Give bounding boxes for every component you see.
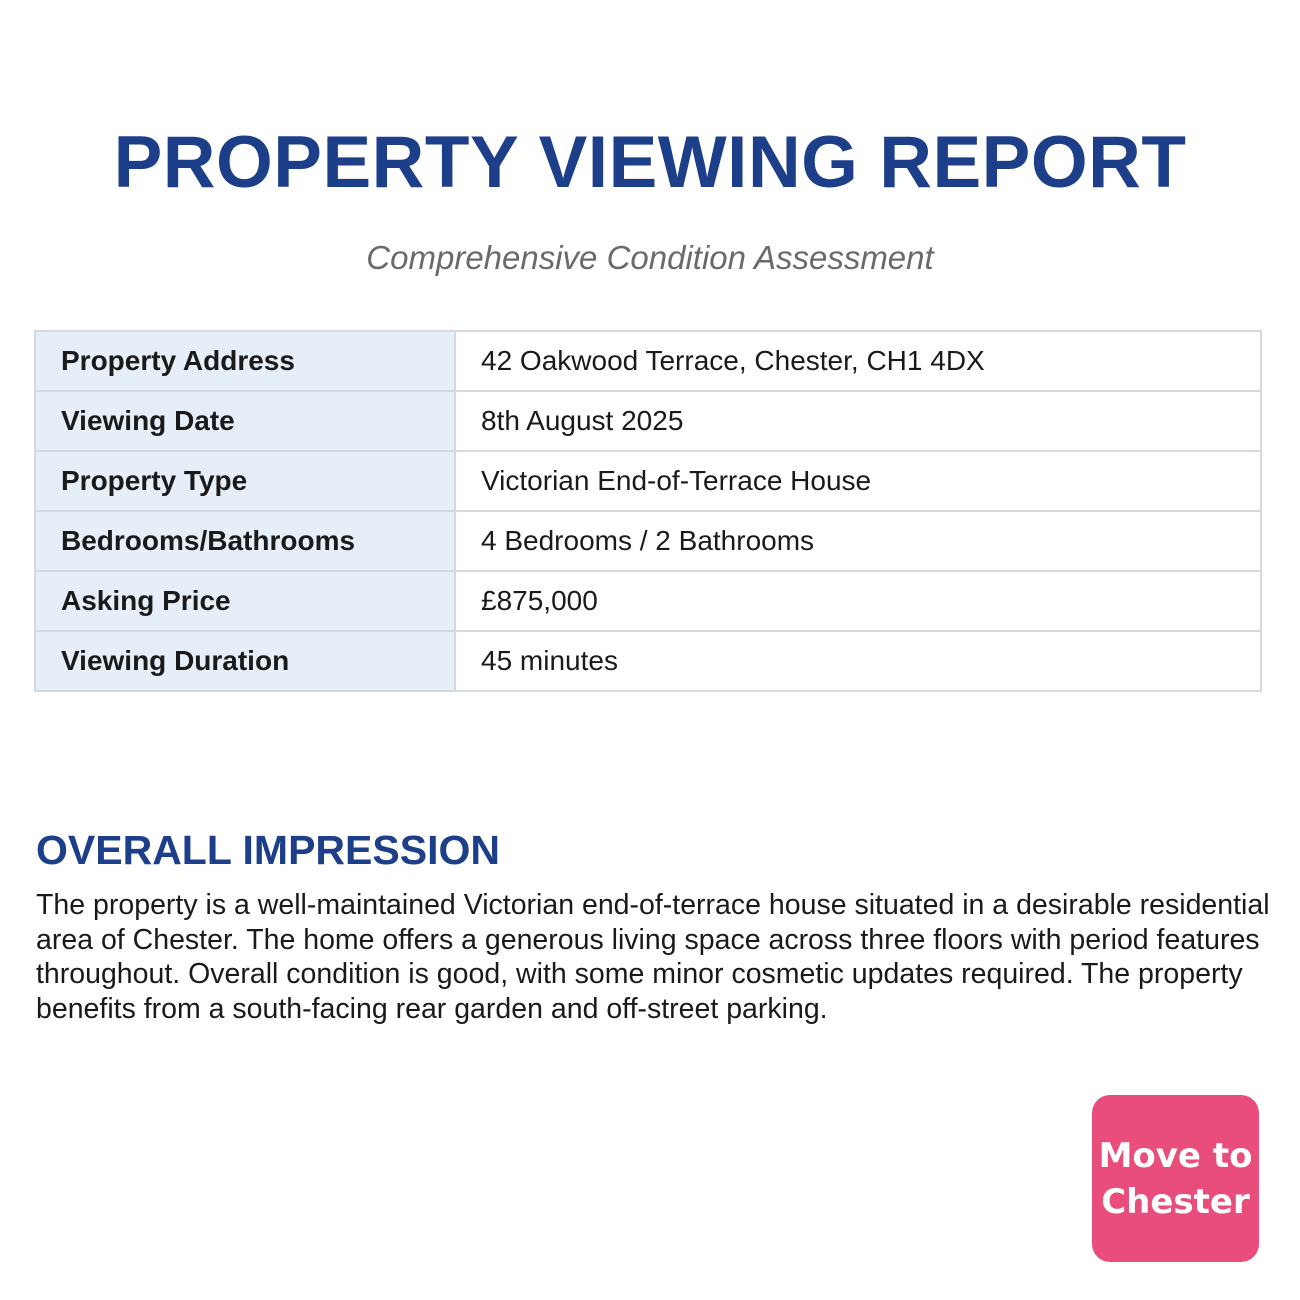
table-row — [35, 571, 1261, 631]
property-type-label: Property Type — [35, 451, 455, 511]
report-title: PROPERTY VIEWING REPORT — [113, 122, 1187, 203]
property-address-label: Property Address — [35, 331, 455, 391]
property-details-table — [34, 330, 1262, 692]
asking-price-label: Asking Price — [35, 571, 455, 631]
viewing-duration-label: Viewing Duration — [35, 631, 455, 691]
viewing-duration-value: 45 minutes — [455, 631, 1261, 691]
asking-price-value: £875,000 — [455, 571, 1261, 631]
move-to-chester-button[interactable] — [1092, 1095, 1259, 1262]
table-row — [35, 631, 1261, 691]
bedrooms-bathrooms-value: 4 Bedrooms / 2 Bathrooms — [455, 511, 1261, 571]
table-row — [35, 451, 1261, 511]
property-address-value: 42 Oakwood Terrace, Chester, CH1 4DX — [455, 331, 1261, 391]
table-row — [35, 331, 1261, 391]
bedrooms-bathrooms-label: Bedrooms/Bathrooms — [35, 511, 455, 571]
cta-line-2: Chester — [1101, 1181, 1250, 1222]
overall-impression-text: The property is a well-maintained Victorian end-of-terrace house situated in a desirable residential area of Chester. The home offers a generous living space across three floors with period features throughout. Overall condition is good, with some minor cosmetic updates required. The property benefits from a south-facing rear garden and off-street parking. — [36, 889, 1270, 1025]
report-subtitle: Comprehensive Condition Assessment — [366, 239, 934, 276]
table-row — [35, 391, 1261, 451]
viewing-date-label: Viewing Date — [35, 391, 455, 451]
table-row — [35, 511, 1261, 571]
cta-line-1: Move to — [1098, 1135, 1253, 1176]
overall-impression-heading: OVERALL IMPRESSION — [36, 827, 500, 873]
viewing-date-value: 8th August 2025 — [455, 391, 1261, 451]
property-type-value: Victorian End-of-Terrace House — [455, 451, 1261, 511]
